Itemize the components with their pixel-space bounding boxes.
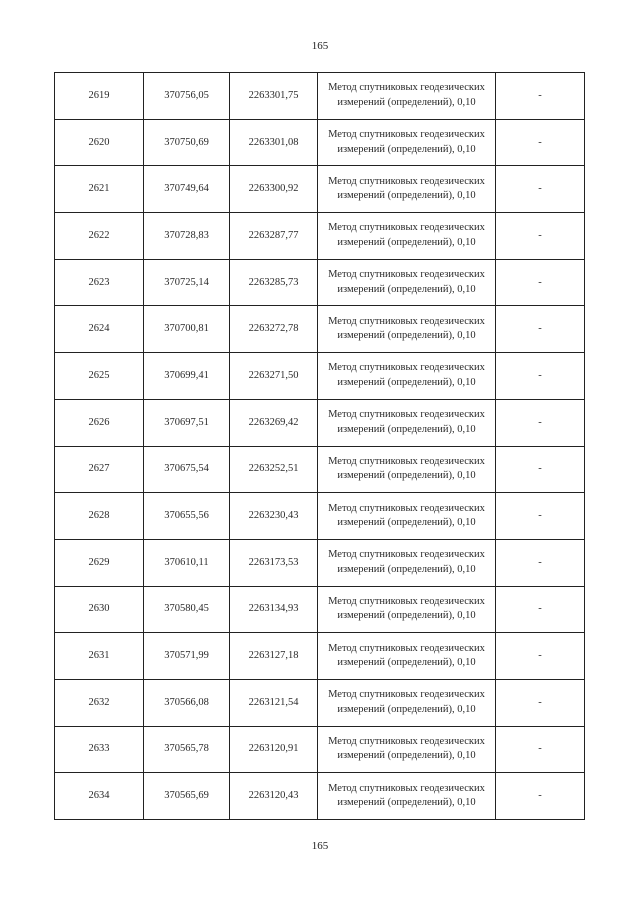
x-coordinate-cell: 370756,05	[144, 73, 230, 120]
y-coordinate-cell: 2263230,43	[230, 493, 318, 540]
table-row	[55, 119, 585, 166]
note-cell: -	[496, 633, 585, 680]
note-cell: -	[496, 166, 585, 213]
x-coordinate-cell: 370566,08	[144, 679, 230, 726]
table-row	[55, 306, 585, 353]
method-cell: Метод спутниковых геодезических измерений (определений), 0,10	[318, 119, 496, 166]
page-number-bottom: 165	[311, 840, 329, 852]
x-coordinate-cell: 370749,64	[144, 166, 230, 213]
x-coordinate-cell: 370725,14	[144, 259, 230, 306]
point-number-cell: 2621	[55, 166, 144, 213]
point-number-cell: 2626	[55, 399, 144, 446]
table-row	[55, 539, 585, 586]
note-cell: -	[496, 539, 585, 586]
x-coordinate-cell: 370697,51	[144, 399, 230, 446]
point-number-cell: 2627	[55, 446, 144, 493]
y-coordinate-cell: 2263269,42	[230, 399, 318, 446]
point-number-cell: 2628	[55, 493, 144, 540]
method-cell: Метод спутниковых геодезических измерений (определений), 0,10	[318, 306, 496, 353]
table-row	[55, 446, 585, 493]
x-coordinate-cell: 370565,69	[144, 773, 230, 820]
point-number-cell: 2634	[55, 773, 144, 820]
note-cell: -	[496, 726, 585, 773]
point-number-cell: 2620	[55, 119, 144, 166]
page-number-top: 165	[311, 40, 329, 52]
y-coordinate-cell: 2263120,43	[230, 773, 318, 820]
table-row	[55, 353, 585, 400]
note-cell: -	[496, 586, 585, 633]
point-number-cell: 2632	[55, 679, 144, 726]
table-row	[55, 726, 585, 773]
method-cell: Метод спутниковых геодезических измерений (определений), 0,10	[318, 213, 496, 260]
note-cell: -	[496, 259, 585, 306]
method-cell: Метод спутниковых геодезических измерений (определений), 0,10	[318, 633, 496, 680]
note-cell: -	[496, 679, 585, 726]
table-row	[55, 633, 585, 680]
x-coordinate-cell: 370580,45	[144, 586, 230, 633]
method-cell: Метод спутниковых геодезических измерений (определений), 0,10	[318, 73, 496, 120]
method-cell: Метод спутниковых геодезических измерений (определений), 0,10	[318, 259, 496, 306]
point-number-cell: 2619	[55, 73, 144, 120]
table-row	[55, 493, 585, 540]
note-cell: -	[496, 493, 585, 540]
x-coordinate-cell: 370728,83	[144, 213, 230, 260]
x-coordinate-cell: 370700,81	[144, 306, 230, 353]
note-cell: -	[496, 446, 585, 493]
note-cell: -	[496, 353, 585, 400]
y-coordinate-cell: 2263285,73	[230, 259, 318, 306]
point-number-cell: 2624	[55, 306, 144, 353]
point-number-cell: 2622	[55, 213, 144, 260]
method-cell: Метод спутниковых геодезических измерений (определений), 0,10	[318, 353, 496, 400]
x-coordinate-cell: 370750,69	[144, 119, 230, 166]
point-number-cell: 2631	[55, 633, 144, 680]
note-cell: -	[496, 73, 585, 120]
table-row	[55, 73, 585, 120]
y-coordinate-cell: 2263252,51	[230, 446, 318, 493]
method-cell: Метод спутниковых геодезических измерений (определений), 0,10	[318, 446, 496, 493]
point-number-cell: 2630	[55, 586, 144, 633]
y-coordinate-cell: 2263301,08	[230, 119, 318, 166]
y-coordinate-cell: 2263301,75	[230, 73, 318, 120]
table-row	[55, 679, 585, 726]
method-cell: Метод спутниковых геодезических измерений (определений), 0,10	[318, 399, 496, 446]
y-coordinate-cell: 2263300,92	[230, 166, 318, 213]
method-cell: Метод спутниковых геодезических измерений (определений), 0,10	[318, 166, 496, 213]
method-cell: Метод спутниковых геодезических измерений (определений), 0,10	[318, 773, 496, 820]
x-coordinate-cell: 370699,41	[144, 353, 230, 400]
y-coordinate-cell: 2263272,78	[230, 306, 318, 353]
point-number-cell: 2623	[55, 259, 144, 306]
method-cell: Метод спутниковых геодезических измерений (определений), 0,10	[318, 679, 496, 726]
table-row	[55, 166, 585, 213]
y-coordinate-cell: 2263271,50	[230, 353, 318, 400]
method-cell: Метод спутниковых геодезических измерений (определений), 0,10	[318, 726, 496, 773]
x-coordinate-cell: 370610,11	[144, 539, 230, 586]
coordinates-table-body	[55, 73, 585, 820]
coordinates-table	[54, 72, 585, 820]
y-coordinate-cell: 2263134,93	[230, 586, 318, 633]
note-cell: -	[496, 306, 585, 353]
note-cell: -	[496, 399, 585, 446]
table-row	[55, 586, 585, 633]
method-cell: Метод спутниковых геодезических измерений (определений), 0,10	[318, 586, 496, 633]
y-coordinate-cell: 2263127,18	[230, 633, 318, 680]
table-row	[55, 259, 585, 306]
point-number-cell: 2625	[55, 353, 144, 400]
note-cell: -	[496, 213, 585, 260]
table-row	[55, 773, 585, 820]
method-cell: Метод спутниковых геодезических измерений (определений), 0,10	[318, 493, 496, 540]
y-coordinate-cell: 2263120,91	[230, 726, 318, 773]
table-row	[55, 399, 585, 446]
y-coordinate-cell: 2263121,54	[230, 679, 318, 726]
note-cell: -	[496, 773, 585, 820]
y-coordinate-cell: 2263173,53	[230, 539, 318, 586]
note-cell: -	[496, 119, 585, 166]
x-coordinate-cell: 370565,78	[144, 726, 230, 773]
x-coordinate-cell: 370675,54	[144, 446, 230, 493]
point-number-cell: 2633	[55, 726, 144, 773]
y-coordinate-cell: 2263287,77	[230, 213, 318, 260]
table-row	[55, 213, 585, 260]
point-number-cell: 2629	[55, 539, 144, 586]
x-coordinate-cell: 370655,56	[144, 493, 230, 540]
x-coordinate-cell: 370571,99	[144, 633, 230, 680]
method-cell: Метод спутниковых геодезических измерений (определений), 0,10	[318, 539, 496, 586]
